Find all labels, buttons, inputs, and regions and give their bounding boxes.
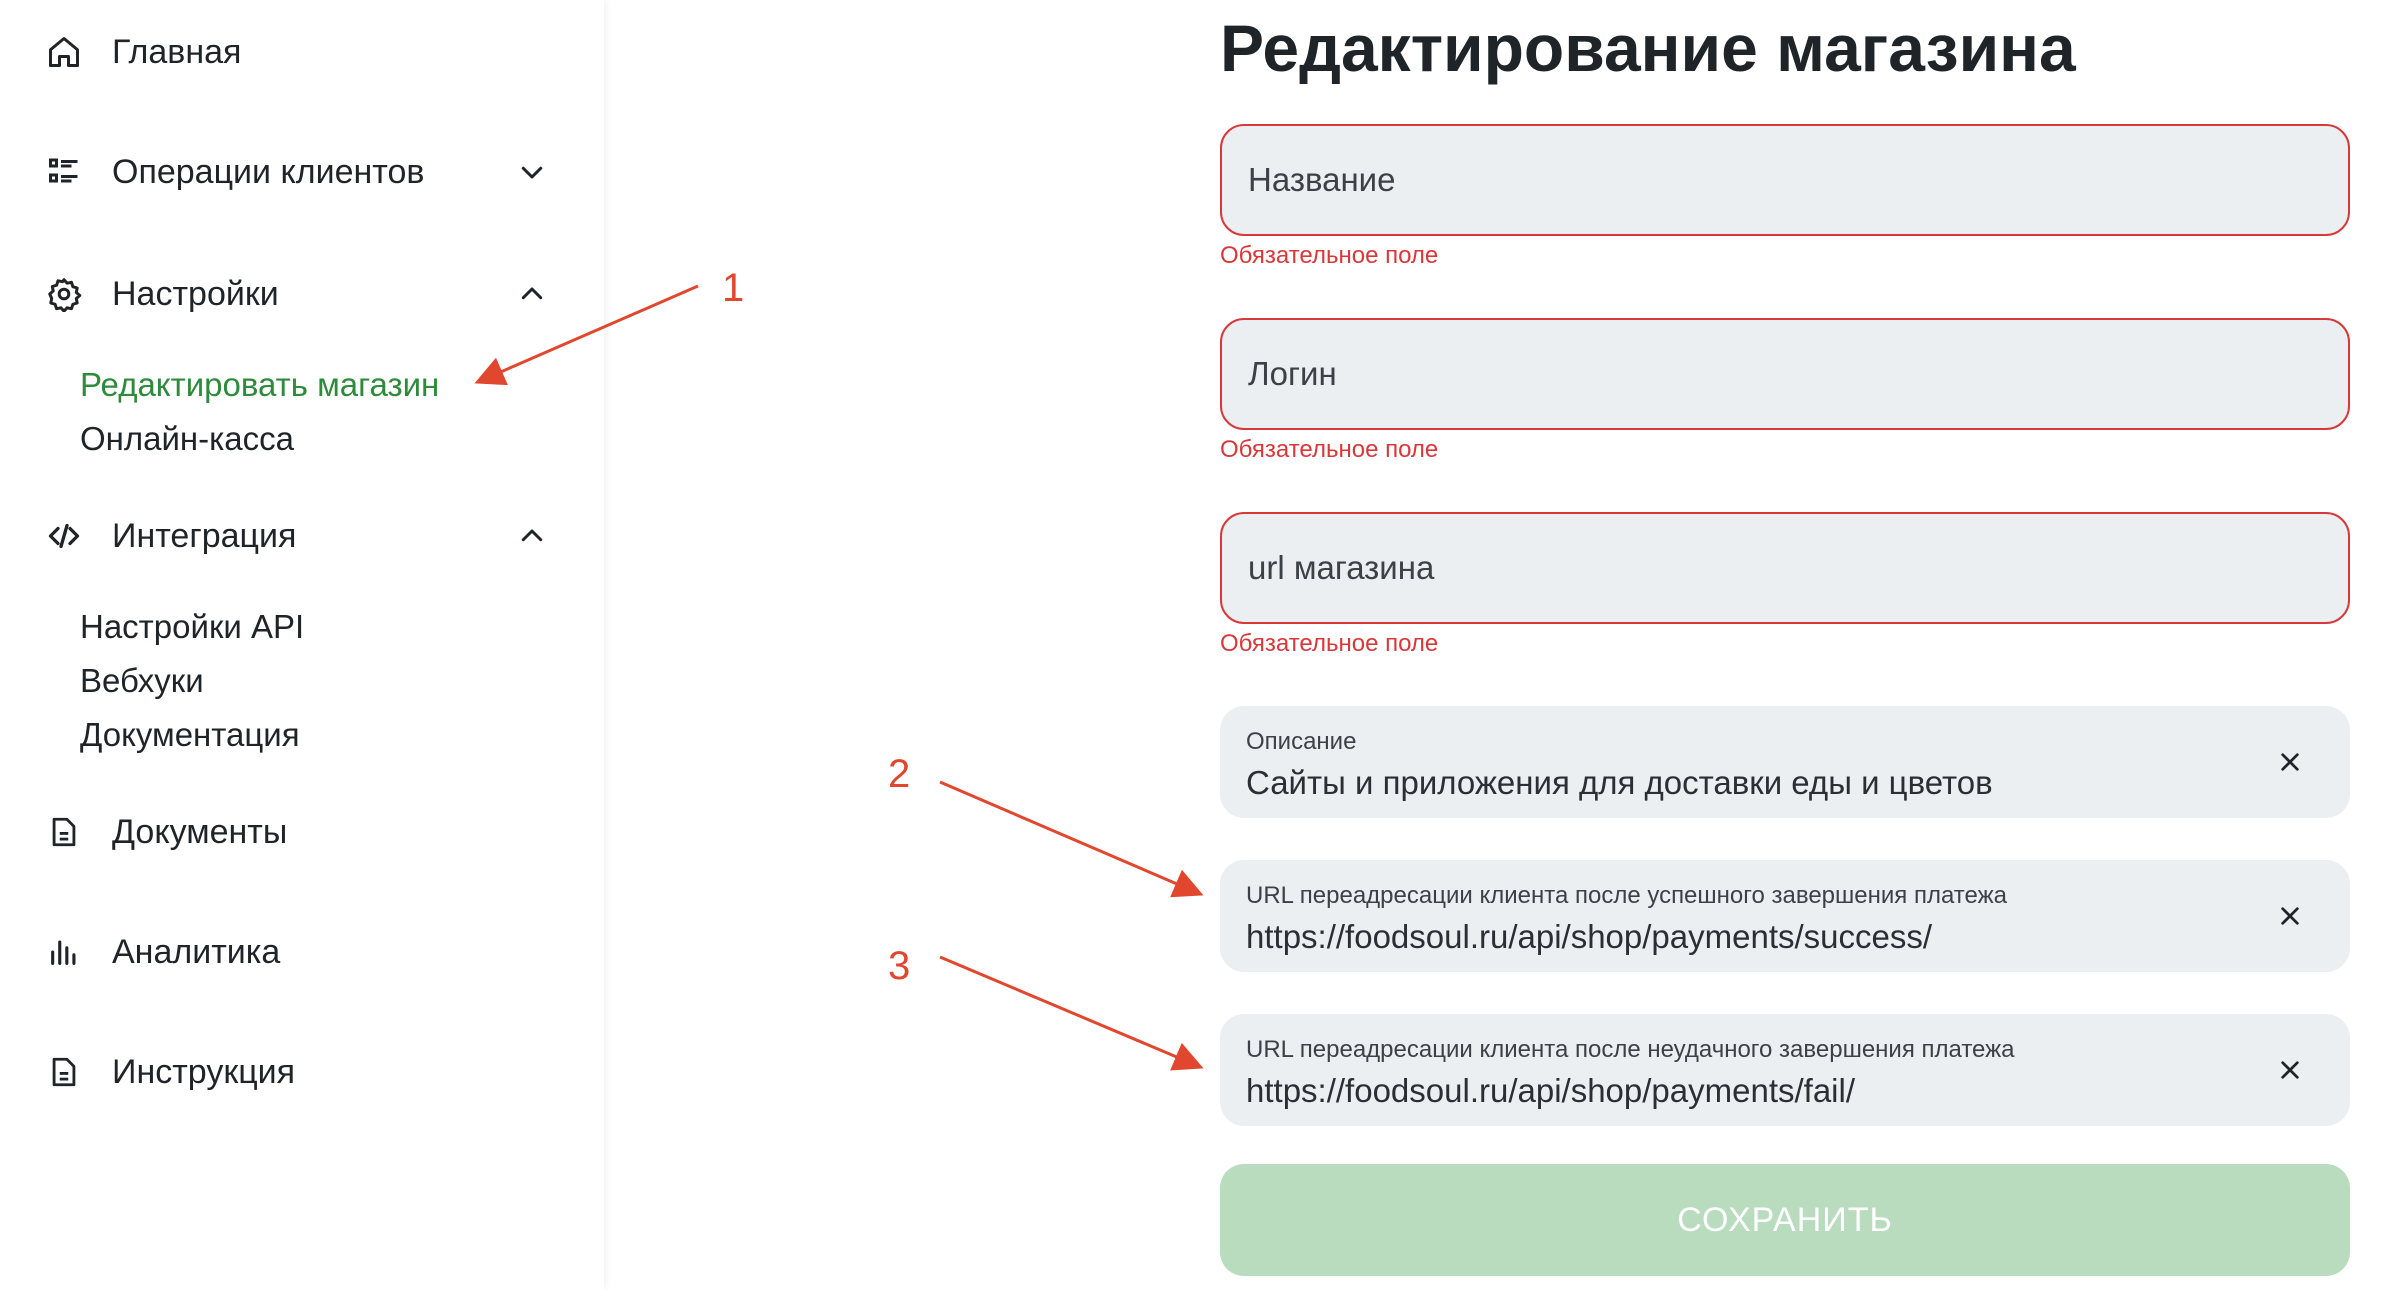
annotation-number-1: 1 [722, 266, 745, 310]
sidebar-item-label: Документы [112, 812, 288, 851]
gear-icon [44, 274, 84, 314]
home-icon [44, 32, 84, 72]
bar-chart-icon [44, 932, 84, 972]
sidebar-item-label: Аналитика [112, 932, 281, 971]
list-icon [44, 152, 84, 192]
sidebar-subitem-webhooks[interactable]: Вебхуки [80, 662, 204, 699]
login-error: Обязательное поле [1220, 436, 1439, 463]
success-url-field[interactable] [1220, 860, 2350, 972]
document-icon [44, 812, 84, 852]
shop-name-error: Обязательное поле [1220, 242, 1439, 269]
login-field[interactable] [1220, 318, 2350, 430]
sidebar-subitem-api-settings[interactable]: Настройки API [80, 608, 305, 645]
shop-name-placeholder: Название [1248, 161, 1396, 198]
close-icon[interactable] [2272, 1052, 2308, 1088]
chevron-up-icon[interactable] [514, 276, 550, 312]
sidebar [0, 0, 604, 1290]
sidebar-item-integration[interactable] [0, 498, 604, 574]
shop-url-field[interactable] [1220, 512, 2350, 624]
sidebar-subitem-documentation[interactable]: Документация [80, 716, 300, 753]
document-icon [44, 1052, 84, 1092]
sidebar-item-instructions[interactable] [0, 1034, 604, 1110]
shop-url-error: Обязательное поле [1220, 630, 1439, 657]
annotation-number-3: 3 [888, 944, 911, 988]
close-icon[interactable] [2272, 744, 2308, 780]
sidebar-item-label: Операции клиентов [112, 152, 425, 191]
sidebar-item-label: Интеграция [112, 516, 297, 555]
fail-url-label: URL переадресации клиента после неудачного завершения платежа [1246, 1036, 2015, 1063]
page-title: Редактирование магазина [1220, 11, 2076, 85]
code-icon [44, 516, 84, 556]
chevron-up-icon[interactable] [514, 518, 550, 554]
sidebar-item-label: Инструкция [112, 1052, 296, 1091]
shop-url-placeholder: url магазина [1248, 549, 1435, 586]
sidebar-item-home[interactable] [0, 14, 604, 90]
sidebar-item-operations[interactable] [0, 134, 604, 210]
fail-url-field[interactable] [1220, 1014, 2350, 1126]
login-placeholder: Логин [1248, 355, 1337, 392]
chevron-down-icon[interactable] [514, 154, 550, 190]
fail-url-value: https://foodsoul.ru/api/shop/payments/fail/ [1246, 1072, 1856, 1109]
sidebar-subitem-edit-shop[interactable]: Редактировать магазин [80, 366, 440, 403]
description-label: Описание [1246, 728, 1357, 755]
description-field[interactable] [1220, 706, 2350, 818]
sidebar-item-label: Главная [112, 32, 242, 71]
shop-name-field[interactable] [1220, 124, 2350, 236]
annotation-number-2: 2 [888, 752, 911, 796]
description-value: Сайты и приложения для доставки еды и цветов [1246, 764, 1993, 801]
success-url-label: URL переадресации клиента после успешного завершения платежа [1246, 882, 2007, 909]
close-icon[interactable] [2272, 898, 2308, 934]
sidebar-item-label: Настройки [112, 274, 279, 313]
annotation-arrow-2 [940, 782, 1198, 893]
sidebar-item-settings[interactable] [0, 256, 604, 332]
sidebar-item-documents[interactable] [0, 794, 604, 870]
success-url-value: https://foodsoul.ru/api/shop/payments/success/ [1246, 918, 1933, 955]
sidebar-item-analytics[interactable] [0, 914, 604, 990]
annotation-arrow-3 [940, 957, 1198, 1066]
save-button[interactable]: СОХРАНИТЬ [1220, 1164, 2350, 1276]
sidebar-subitem-online-kassa[interactable]: Онлайн-касса [80, 420, 295, 457]
